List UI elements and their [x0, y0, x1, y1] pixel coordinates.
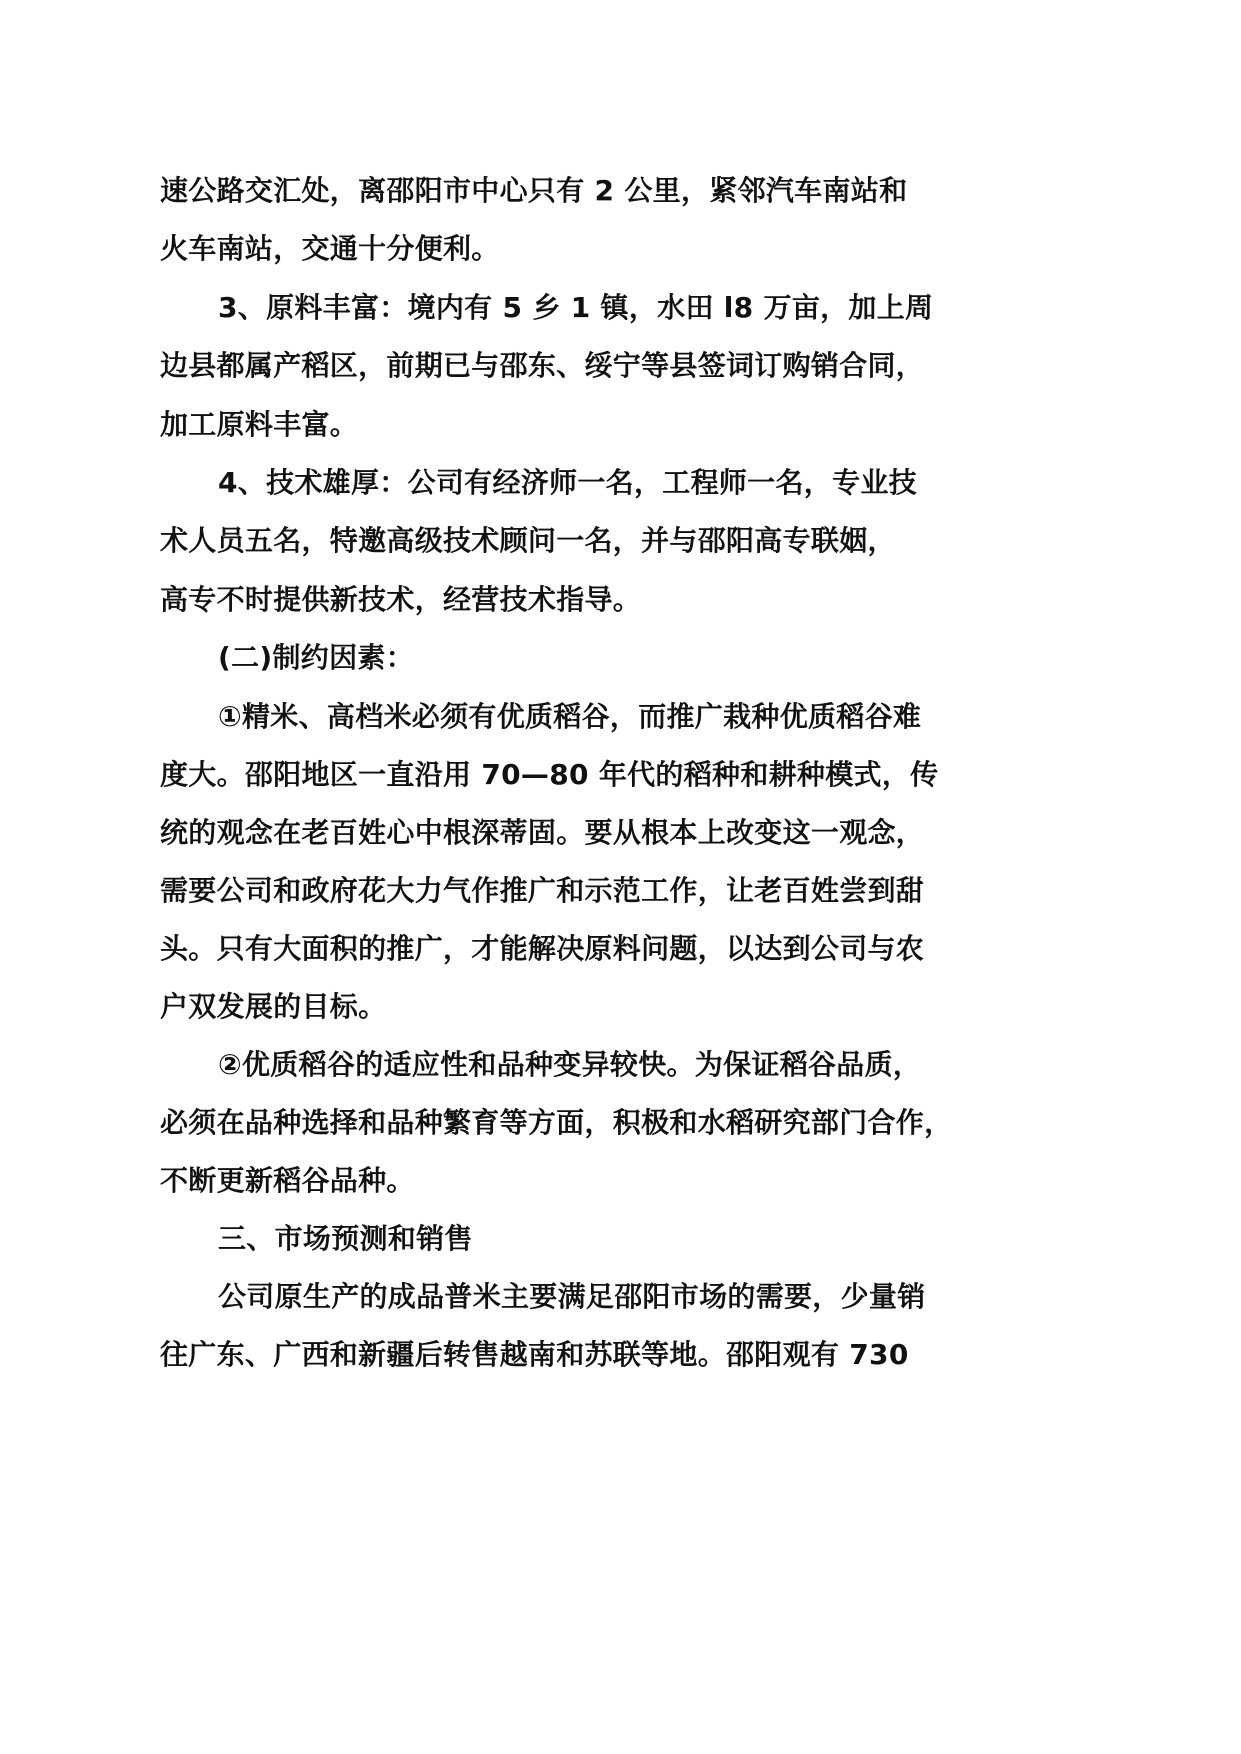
- text-line: 必须在品种选择和品种繁育等方面，积极和水稻研究部门合作，: [160, 1106, 953, 1139]
- text-line: 度大。邵阳地区一直沿用 70—80 年代的稻种和耕种模式，传: [160, 758, 939, 791]
- text-line: 户双发展的目标。: [160, 990, 387, 1023]
- text-line: 术人员五名，特邀高级技术顾问一名，并与邵阳高专联姻，: [160, 524, 896, 557]
- text-line: 往广东、广西和新疆后转售越南和苏联等地。邵阳观有 730: [160, 1338, 909, 1371]
- text-line: 边县都属产稻区，前期已与邵东、绥宁等县签词订购销合同，: [160, 349, 925, 382]
- paragraph-start: 3、原料丰富：境内有 5 乡 1 镇，水田 l8 万亩，加上周: [218, 291, 934, 324]
- text-line: 速公路交汇处，离邵阳市中心只有 2 公里，紧邻汽车南站和: [160, 174, 908, 207]
- text-line: 头。只有大面积的推广，才能解决原料问题，以达到公司与农: [160, 932, 925, 965]
- text-line: 火车南站，交通十分便利。: [160, 232, 500, 265]
- text-line: 加工原料丰富。: [160, 408, 359, 441]
- text-line: 高专不时提供新技术，经营技术指导。: [160, 583, 642, 616]
- section-heading: 三、市场预测和销售: [218, 1222, 473, 1255]
- paragraph-start: ②优质稻谷的适应性和品种变异较快。为保证稻谷品质，: [218, 1048, 922, 1081]
- text-line: 需要公司和政府花大力气作推广和示范工作，让老百姓尝到甜: [160, 874, 925, 907]
- text-line: 统的观念在老百姓心中根深蒂固。要从根本上改变这一观念，: [160, 816, 925, 849]
- paragraph-start: 公司原生产的成品普米主要满足邵阳市场的需要，少量销: [218, 1280, 926, 1313]
- paragraph-start: 4、技术雄厚：公司有经济师一名，工程师一名，专业技: [218, 466, 917, 499]
- section-heading: (二)制约因素：: [218, 641, 414, 674]
- text-line: 不断更新稻谷品种。: [160, 1164, 415, 1197]
- paragraph-start: ①精米、高档米必须有优质稻谷，而推广栽种优质稻谷难: [218, 700, 922, 733]
